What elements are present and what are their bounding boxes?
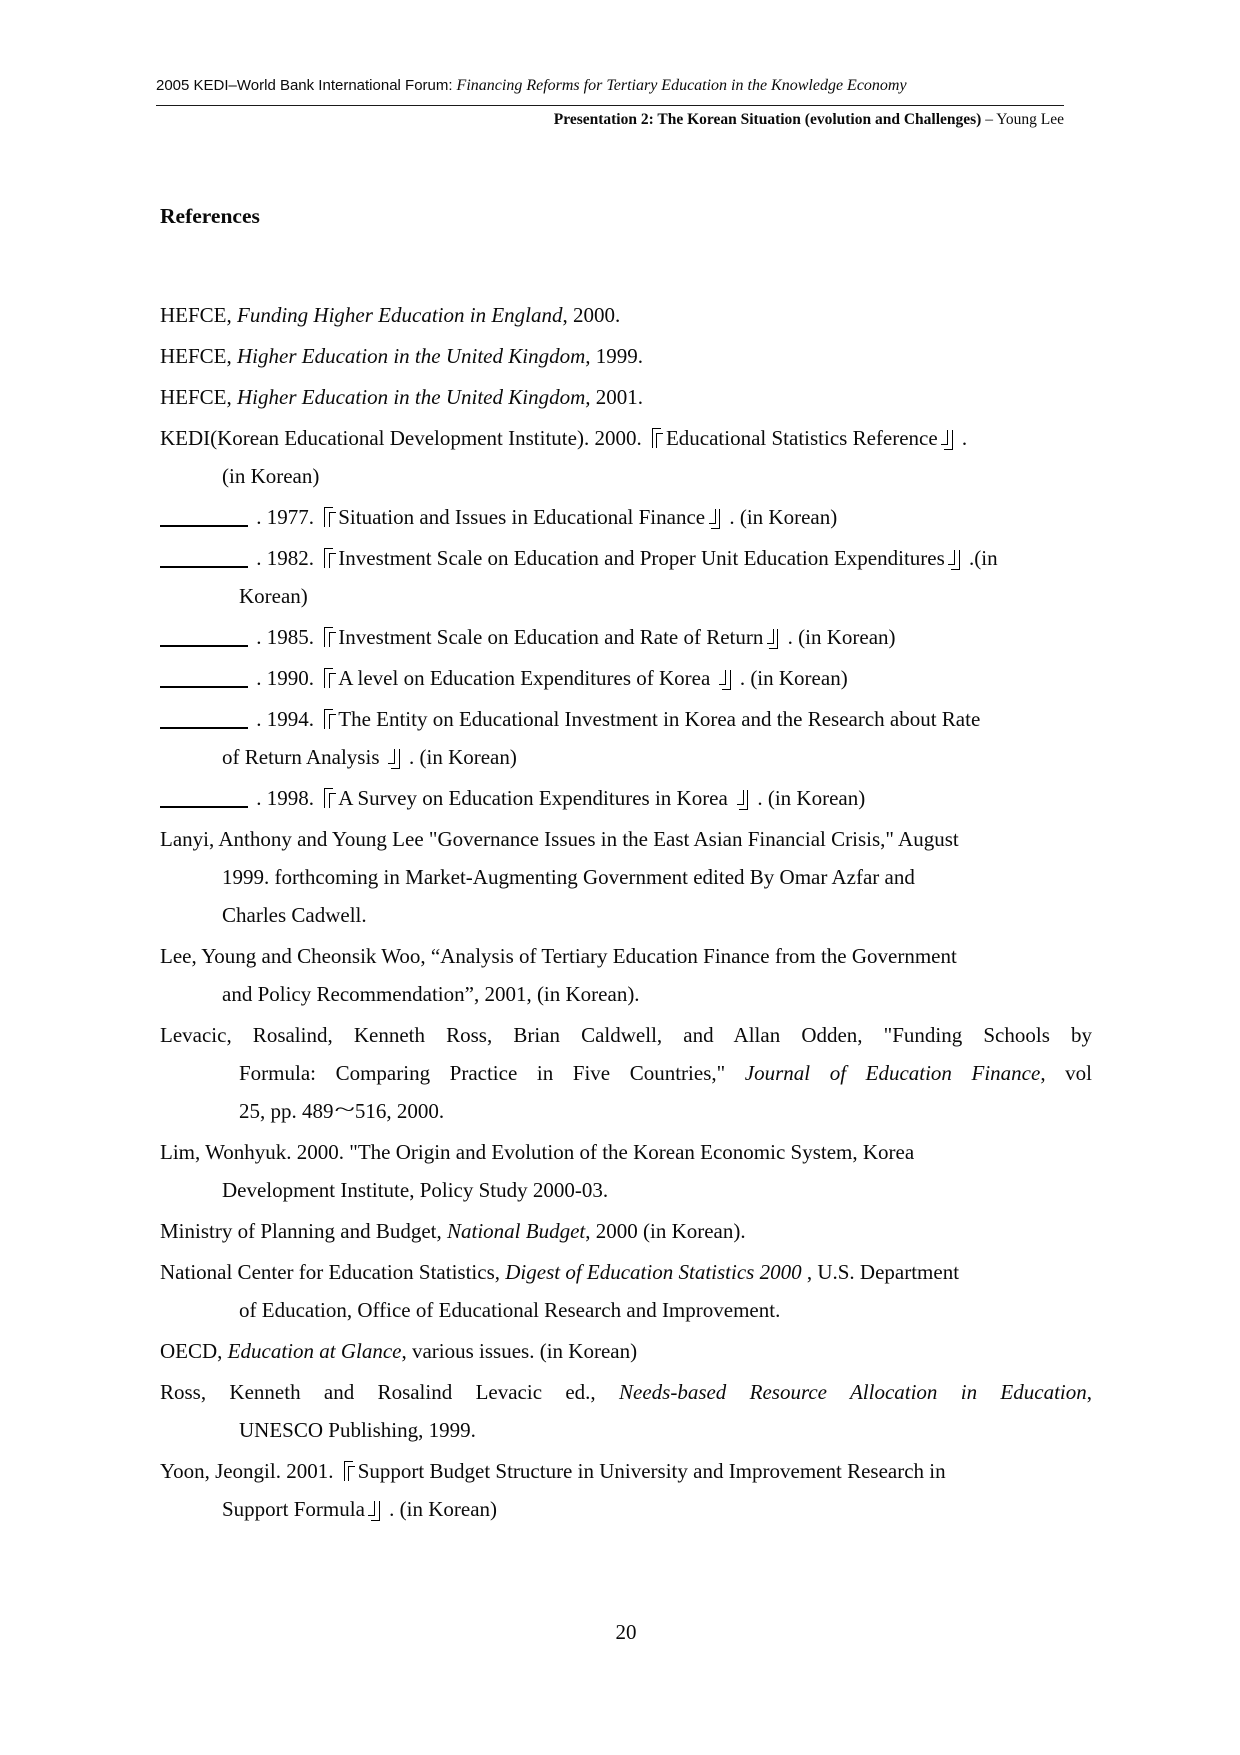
author-repeat-underline <box>160 806 248 808</box>
author-repeat-underline <box>160 566 248 568</box>
wave-dash: ~ <box>333 1097 355 1121</box>
reference-line: . 1994. The Entity on Educational Investment in Korea and the Research about Rate <box>160 700 1092 738</box>
reference-line: . 1990. A level on Education Expenditures of Korea . (in Korean) <box>160 659 1092 697</box>
reference-line: and Policy Recommendation”, 2001, (in Korean). <box>222 982 640 1006</box>
open-corner-bracket <box>323 627 335 648</box>
page-number: 20 <box>615 1620 637 1644</box>
reference-entry <box>160 1016 1092 1130</box>
reference-line: Lee, Young and Cheonsik Woo, “Analysis of Tertiary Education Finance from the Government <box>160 944 957 968</box>
close-corner-bracket <box>737 788 749 809</box>
author-repeat-underline <box>160 645 248 647</box>
reference-entry <box>160 296 1092 334</box>
reference-line: Charles Cadwell. <box>222 903 367 927</box>
reference-line: HEFCE, Funding Higher Education in England, 2000. <box>160 303 621 327</box>
reference-line: UNESCO Publishing, 1999. <box>239 1418 476 1442</box>
reference-entry <box>160 659 1092 697</box>
open-corner-bracket <box>323 709 335 730</box>
reference-line: . 1985. Investment Scale on Education and Rate of Return . (in Korean) <box>160 618 1092 656</box>
reference-entry <box>160 539 1092 615</box>
reference-entry <box>160 700 1092 776</box>
reference-line: National Center for Education Statistics, Digest of Education Statistics 2000 , U.S. Department <box>160 1260 960 1284</box>
italic-title: National Budget <box>447 1219 586 1243</box>
author-repeat-underline <box>160 525 248 527</box>
reference-line: . 1982. Investment Scale on Education and Proper Unit Education Expenditures .(in <box>160 539 1092 577</box>
reference-line: . 1977. Situation and Issues in Educational Finance . (in Korean) <box>160 498 1092 536</box>
close-corner-bracket <box>949 548 961 569</box>
close-corner-bracket <box>720 668 732 689</box>
author-repeat-underline <box>160 727 248 729</box>
close-corner-bracket <box>942 428 954 449</box>
open-corner-bracket <box>323 507 335 528</box>
reference-line: OECD, Education at Glance, various issues. (in Korean) <box>160 1339 638 1363</box>
reference-entry <box>160 1452 1092 1528</box>
reference-line: 25, pp. 489~516, 2000. <box>160 1092 1092 1130</box>
reference-entry <box>160 1253 1092 1329</box>
reference-entry <box>160 1373 1092 1449</box>
reference-entry <box>160 820 1092 934</box>
close-corner-bracket <box>389 747 401 768</box>
italic-title: Journal of Education Finance <box>744 1061 1041 1085</box>
reference-entry <box>160 498 1092 536</box>
reference-line: Formula: Comparing Practice in Five Countries," Journal of Education Finance, vol <box>239 1061 1092 1085</box>
italic-title: Funding Higher Education in England <box>237 303 563 327</box>
reference-entry <box>160 378 1092 416</box>
reference-line: of Education, Office of Educational Research and Improvement. <box>239 1298 781 1322</box>
references-heading: References <box>160 204 260 228</box>
page-header <box>156 76 1064 130</box>
open-corner-bracket <box>323 668 335 689</box>
reference-line: Ross, Kenneth and Rosalind Levacic ed., Needs-based Resource Allocation in Education, <box>160 1380 1093 1404</box>
presentation-label: Presentation 2: The Korean Situation (evolution and Challenges) <box>553 111 982 128</box>
open-corner-bracket <box>343 1461 355 1482</box>
reference-line: Yoon, Jeongil. 2001. Support Budget Structure in University and Improvement Research in <box>160 1459 946 1483</box>
reference-line: Support Formula . (in Korean) <box>222 1497 498 1521</box>
references-list <box>160 296 1092 1531</box>
reference-line: Levacic, Rosalind, Kenneth Ross, Brian Caldwell, and Allan Odden, "Funding Schools by <box>160 1023 1092 1047</box>
reference-entry <box>160 618 1092 656</box>
italic-title: Higher Education in the United Kingdom, <box>237 344 591 368</box>
open-corner-bracket <box>323 788 335 809</box>
reference-line: Lim, Wonhyuk. 2000. "The Origin and Evolution of the Korean Economic System, Korea <box>160 1140 915 1164</box>
reference-line: HEFCE, Higher Education in the United Kingdom, 2001. <box>160 385 643 409</box>
open-corner-bracket <box>323 548 335 569</box>
reference-entry <box>160 1332 1092 1370</box>
forum-title-line <box>156 76 1064 96</box>
close-corner-bracket <box>767 627 779 648</box>
presentation-author: – Young Lee <box>981 111 1064 128</box>
reference-entry <box>160 419 1092 495</box>
italic-title: Digest of Education Statistics 2000 <box>505 1260 807 1284</box>
reference-entry <box>160 779 1092 817</box>
forum-title: 2005 KEDI–World Bank International Forum: <box>156 77 453 94</box>
reference-entry <box>160 337 1092 375</box>
reference-line: Lanyi, Anthony and Young Lee "Governance Issues in the East Asian Financial Crisis," August <box>160 827 959 851</box>
reference-entry <box>160 1212 1092 1250</box>
italic-title: Needs-based Resource Allocation in Education <box>619 1380 1087 1404</box>
reference-line: Ministry of Planning and Budget, National Budget, 2000 (in Korean). <box>160 1219 746 1243</box>
author-repeat-underline <box>160 686 248 688</box>
reference-line: of Return Analysis . (in Korean) <box>222 745 517 769</box>
reference-line: HEFCE, Higher Education in the United Kingdom, 1999. <box>160 344 643 368</box>
reference-line: Development Institute, Policy Study 2000-03. <box>222 1178 609 1202</box>
close-corner-bracket <box>709 507 721 528</box>
reference-entry <box>160 1133 1092 1209</box>
reference-entry <box>160 937 1092 1013</box>
reference-line: . 1998. A Survey on Education Expenditures in Korea . (in Korean) <box>160 779 1092 817</box>
close-corner-bracket <box>369 1499 381 1520</box>
reference-line: (in Korean) <box>222 464 320 488</box>
header-rule <box>156 105 1064 106</box>
open-corner-bracket <box>651 428 663 449</box>
reference-line: Korean) <box>239 584 308 608</box>
forum-subtitle: Financing Reforms for Tertiary Education in the Knowledge Economy <box>452 77 907 94</box>
reference-line: KEDI(Korean Educational Development Institute). 2000. Educational Statistics Reference . <box>160 426 968 450</box>
italic-title: Higher Education in the United Kingdom, <box>237 385 591 409</box>
italic-title: Education at Glance <box>227 1339 402 1363</box>
reference-line: 1999. forthcoming in Market-Augmenting Government edited By Omar Azfar and <box>222 865 915 889</box>
presentation-line <box>156 110 1064 130</box>
